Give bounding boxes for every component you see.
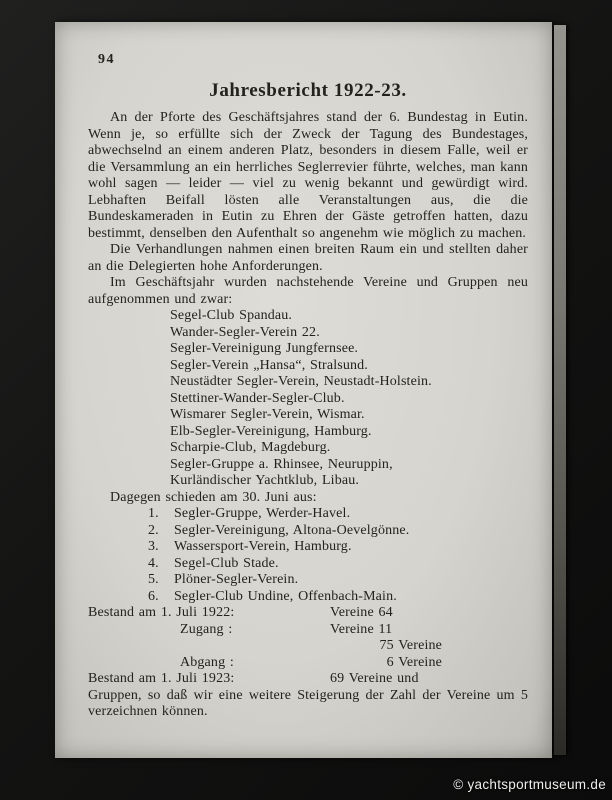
page-title: Jahresbericht 1922-23.: [209, 80, 407, 101]
page-content: [88, 110, 528, 721]
balance-row: [88, 638, 528, 655]
departed-item-number: 2.: [148, 522, 159, 538]
departed-item: [148, 556, 528, 573]
departed-item-name: Segler-Club Undine, Offenbach-Main.: [174, 588, 397, 604]
balance-row: [88, 655, 528, 672]
departed-item-name: Segel-Club Stade.: [174, 555, 279, 571]
balance-value: 75 Vereine: [379, 638, 442, 653]
balance-value: Vereine 64: [330, 605, 393, 620]
balance-row: [88, 622, 528, 639]
page-number: 94: [98, 52, 115, 67]
new-member-item: Stettiner-Wander-Segler-Club.: [170, 390, 345, 406]
balance-label: Zugang :: [180, 621, 233, 637]
balance-value: Vereine 11: [330, 621, 393, 637]
departed-item: [148, 572, 528, 589]
departed-item-name: Segler-Vereinigung, Altona-Oevelgönne.: [174, 522, 410, 538]
new-members-list: [170, 308, 528, 490]
balance-value: 69 Vereine und: [330, 671, 419, 686]
departed-item-number: 3.: [148, 539, 159, 554]
balance-label: Abgang :: [180, 654, 234, 670]
new-member-item: Kurländischer Yachtklub, Libau.: [170, 473, 360, 488]
new-member-item: Segel-Club Spandau.: [170, 308, 293, 323]
departed-members-list: [148, 506, 528, 605]
paragraph-intro: An der Pforte des Geschäftsjahres stand der 6. Bundestag in Eutin. Wenn je, so erfüllte sich der Zweck der Tagung des Bundestages, abwechselnd an einem anderen Platz, besonders in diesem Falle, weil er die Versammlung an ein herrliches Seglerrevier führte, welches, man kann wohl sagen — leider — viel zu wenig bekannt und gewürdigt wird. Lebhaften Beifall lösten alle Veranstaltungen aus, die die Bundeskameraden in Eutin zu Ehren der Gäste getroffen hatten, dazu bestimmt, denselben den Aufenthalt so angenehm wie möglich zu machen.: [88, 110, 528, 241]
departed-item-number: 4.: [148, 555, 159, 571]
paragraph-neuaufnahmen: Im Geschäftsjahr wurden nachstehende Vereine und Gruppen neu aufgenommen und zwar:: [88, 275, 528, 307]
new-member-item: Wismarer Segler-Verein, Wismar.: [170, 407, 365, 422]
departed-item-name: Plöner-Segler-Verein.: [174, 572, 299, 587]
book-page: [55, 22, 552, 758]
departed-item-number: 5.: [148, 572, 159, 587]
new-member-item: Neustädter Segler-Verein, Neustadt-Holstein.: [170, 374, 432, 389]
balance-label: Bestand am 1. Juli 1922:: [88, 605, 235, 620]
new-member-item: Wander-Segler-Verein 22.: [170, 324, 320, 340]
departed-item-name: Wassersport-Verein, Hamburg.: [174, 539, 352, 554]
paragraph-closing: Gruppen, so daß wir eine weitere Steigerung der Zahl der Vereine um 5 verzeichnen können.: [88, 687, 528, 719]
new-member-item: Scharpie-Club, Magdeburg.: [170, 440, 331, 455]
balance-row: [88, 671, 528, 688]
paragraph-dagegen: Dagegen schieden am 30. Juni aus:: [110, 489, 317, 505]
departed-item-number: 6.: [148, 588, 159, 604]
watermark: © yachtsportmuseum.de: [453, 777, 606, 792]
balance-value: 6 Vereine: [386, 654, 442, 670]
new-member-item: Segler-Gruppe a. Rhinsee, Neuruppin,: [170, 456, 393, 472]
departed-item: [148, 539, 528, 556]
new-member-item: Segler-Verein „Hansa“, Stralsund.: [170, 357, 368, 373]
departed-item: [148, 506, 528, 523]
new-member-item: Elb-Segler-Vereinigung, Hamburg.: [170, 423, 372, 439]
new-member-item: Segler-Vereinigung Jungfernsee.: [170, 341, 359, 356]
membership-balance: [88, 605, 528, 688]
departed-item-number: 1.: [148, 506, 159, 521]
balance-row: [88, 605, 528, 622]
departed-item: [148, 589, 528, 606]
departed-item: [148, 523, 528, 540]
departed-item-name: Segler-Gruppe, Werder-Havel.: [174, 506, 351, 521]
book-fore-edge: [554, 25, 566, 755]
balance-label: Bestand am 1. Juli 1923:: [88, 671, 235, 686]
paragraph-verhandlungen: Die Verhandlungen nahmen einen breiten Raum ein und stellten daher an die Delegierten hohe Anforderungen.: [88, 242, 528, 274]
